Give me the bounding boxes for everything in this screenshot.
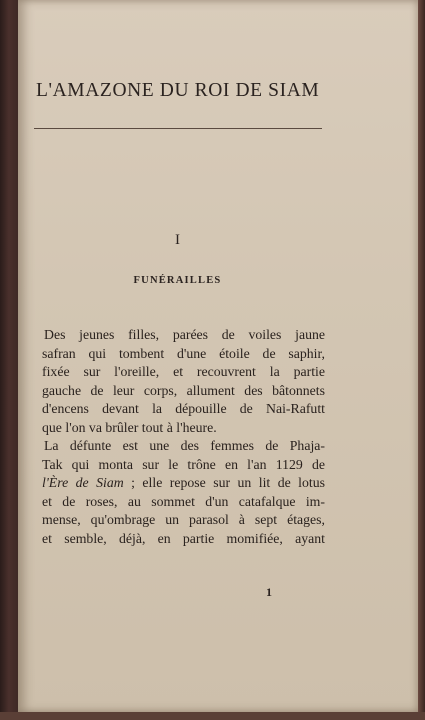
- text-line: que l'on va brûler tout à l'heure.: [42, 419, 217, 435]
- text-line: d'encens devant la dépouille de Nai-Rafutt: [42, 401, 325, 416]
- text-line: Tak qui monta sur le trône en l'an 1129 de: [42, 456, 325, 472]
- book-bottom-edge: [0, 712, 425, 720]
- text-line: gauche de leur corps, allument des bâtonnets: [42, 382, 325, 398]
- text-line: mense, qu'ombrage un parasol à sept étages,: [42, 512, 325, 527]
- text-line: fixée sur l'oreille, et recouvrent la partie: [42, 364, 325, 379]
- text-line: Des jeunes filles, parées de voiles jaune: [44, 327, 325, 342]
- text-fragment: ; elle repose sur un lit de lotus: [123, 475, 325, 490]
- text-line: et de roses, au sommet d'un catafalque im-: [42, 493, 325, 509]
- text-line: [42, 474, 325, 493]
- text-line: La défunte est une des femmes de Phaja-: [44, 438, 325, 453]
- text-line: et semble, déjà, en partie momifiée, ayant: [42, 530, 325, 546]
- running-title: L'AMAZONE DU ROI DE SIAM: [36, 80, 320, 101]
- page-edge: [418, 0, 425, 720]
- chapter-title: FUNÉRAILLES: [133, 275, 222, 286]
- page-number: 1: [266, 585, 272, 599]
- text-line: safran qui tombent d'une étoile de saphir,: [42, 345, 325, 361]
- chapter-number: I: [175, 232, 180, 248]
- era-italic: l'Ère de Siam: [42, 475, 124, 490]
- body-text: [42, 326, 325, 548]
- title-rule: [34, 128, 322, 129]
